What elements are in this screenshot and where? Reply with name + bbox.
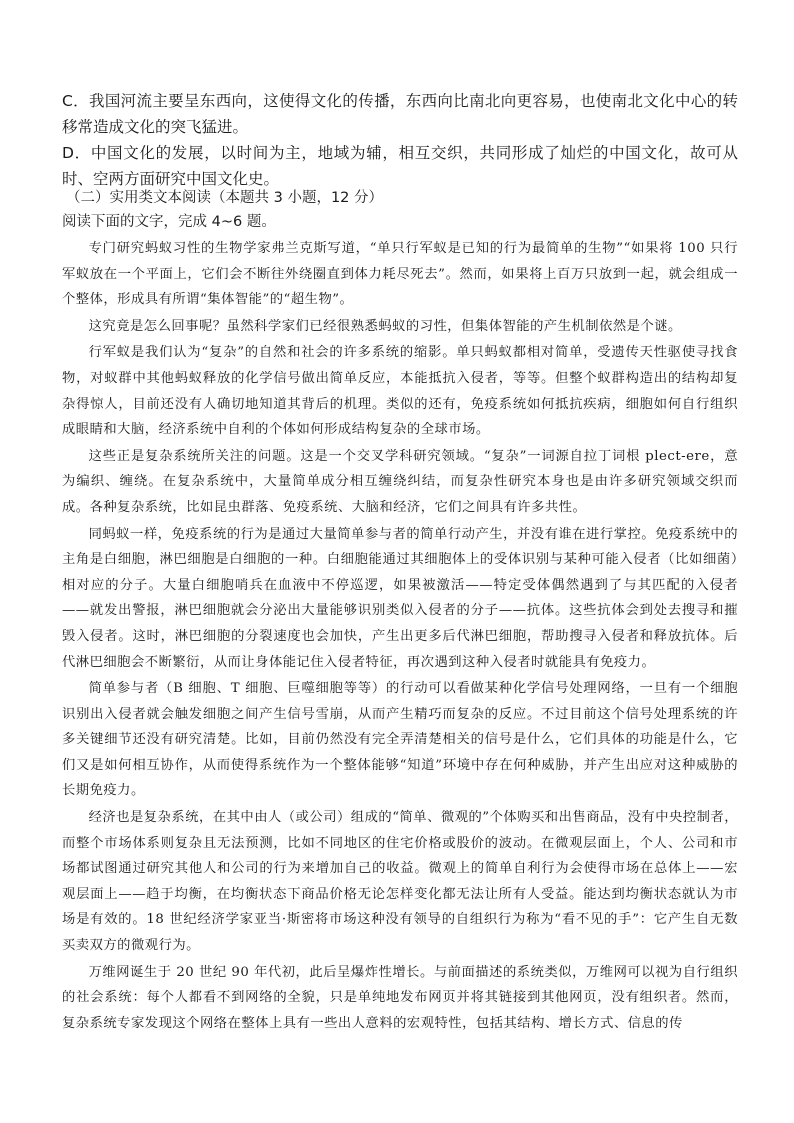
passage-paragraph-1: 专门研究蚂蚁习性的生物学家弗兰克斯写道，“单只行军蚁是已知的行为最简单的生物”“如果将 100 只行军蚁放在一个平面上，它们会不断往外绕圈直到体力耗尽死去”。然而，如果将上百万只放到一起，就会组成一个整体，形成具有所谓“集体智能”的“超生物”。 — [62, 241, 738, 308]
passage-paragraph-2: 这究竟是怎么回事呢？虽然科学家们已经很熟悉蚂蚁的习性，但集体智能的产生机制依然是个谜。 — [88, 318, 682, 334]
option-d: D．中国文化的发展，以时间为主，地域为辅，相互交织，共同形成了灿烂的中国文化，故可从时、空两方面研究中国文化史。 — [62, 144, 738, 188]
passage-paragraph-5: 同蚂蚁一样，免疫系统的行为是通过大量简单参与者的简单行动产生，并没有谁在进行掌控。免疫系统中的主角是白细胞，淋巴细胞是白细胞的一种。白细胞能通过其细胞体上的受体识别与某种可能入侵者（比如细菌）相对应的分子。大量白细胞哨兵在血液中不停巡逻，如果被激活——特定受体偶然遇到了与其匹配的入侵者——就发出警报，淋巴细胞就会分泌出大量能够识别类似入侵者的分子——抗体。这些抗体会到处去搜寻和摧毁入侵者。这时，淋巴细胞的分裂速度也会加快，产生出更多后代淋巴细胞，帮助搜寻入侵者和释放抗体。后代淋巴细胞会不断繁衍，从而让身体能记住入侵者特征，再次遇到这种入侵者时就能具有免疫力。 — [62, 526, 738, 670]
option-c: C．我国河流主要呈东西向，这使得文化的传播，东西向比南北向更容易，也使南北文化中心的转移常造成文化的突飞猛进。 — [62, 92, 738, 136]
reading-passage — [62, 236, 738, 1037]
passage-paragraph-7: 经济也是复杂系统，在其中由人（或公司）组成的“简单、微观的”个体购买和出售商品，没有中央控制者，而整个市场体系则复杂且无法预测，比如不同地区的住宅价格或股价的波动。在微观层面上，个人、公司和市场都试图通过研究其他人和公司的行为来增加自己的收益。微观上的简单自利行为会使得市场在总体上——宏观层面上——趋于均衡，在均衡状态下商品价格无论怎样变化都无法让所有人受益。能达到均衡状态就认为市场是有效的。18 世纪经济学家亚当·斯密将市场这种没有领导的自组织行为称为“看不见的手”：它产生自无数买卖双方的微观行为。 — [62, 810, 738, 954]
section-title: （二）实用类文本阅读（本题共 3 小题，12 分） — [66, 190, 384, 206]
passage-paragraph-3: 行军蚁是我们认为“复杂”的自然和社会的许多系统的缩影。单只蚂蚁都相对简单，受遗传天性驱使寻找食物，对蚁群中其他蚂蚁释放的化学信号做出简单反应，本能抵抗入侵者，等等。但整个蚁群构造出的结构却复杂得惊人，目前还没有人确切地知道其背后的机理。类似的还有，免疫系统如何抵抗疾病，细胞如何自行组织成眼睛和大脑，经济系统中自利的个体如何形成结构复杂的全球市场。 — [62, 345, 738, 438]
section-instruction: 阅读下面的文字，完成 4~6 题。 — [62, 214, 276, 230]
passage-paragraph-4: 这些正是复杂系统所关注的问题。这是一个交叉学科研究领域。“复杂”一词源自拉丁词根 plect-ere，意为编织、缠绕。在复杂系统中，大量简单成分相互缠绕纠结，而复杂性研究本身也是由许多研究领域交织而成。各种复杂系统，比如昆虫群落、免疫系统、大脑和经济，它们之间具有许多共性。 — [62, 448, 738, 515]
passage-paragraph-6: 简单参与者（B 细胞、T 细胞、巨噬细胞等等）的行动可以看做某种化学信号处理网络，一旦有一个细胞识别出入侵者就会触发细胞之间产生信号雪崩，从而产生精巧而复杂的反应。不过目前这个信号处理系统的许多关键细节还没有研究清楚。比如，目前仍然没有完全弄清楚相关的信号是什么，它们具体的功能是什么，它们又是如何相互协作，从而使得系统作为一个整体能够“知道”环境中存在何种威胁，并产生出应对这种威胁的长期免疫力。 — [62, 681, 738, 799]
section-header — [62, 186, 738, 234]
passage-paragraph-8: 万维网诞生于 20 世纪 90 年代初，此后呈爆炸性增长。与前面描述的系统类似，万维网可以视为自行组织的社会系统：每个人都看不到网络的全貌，只是单纯地发布网页并将其链接到其他网页，没有组织者。然而，复杂系统专家发现这个网络在整体上具有一些出人意料的宏观特性，包括其结构、增长方式、信息的传 — [62, 964, 738, 1031]
answer-options — [62, 88, 738, 192]
